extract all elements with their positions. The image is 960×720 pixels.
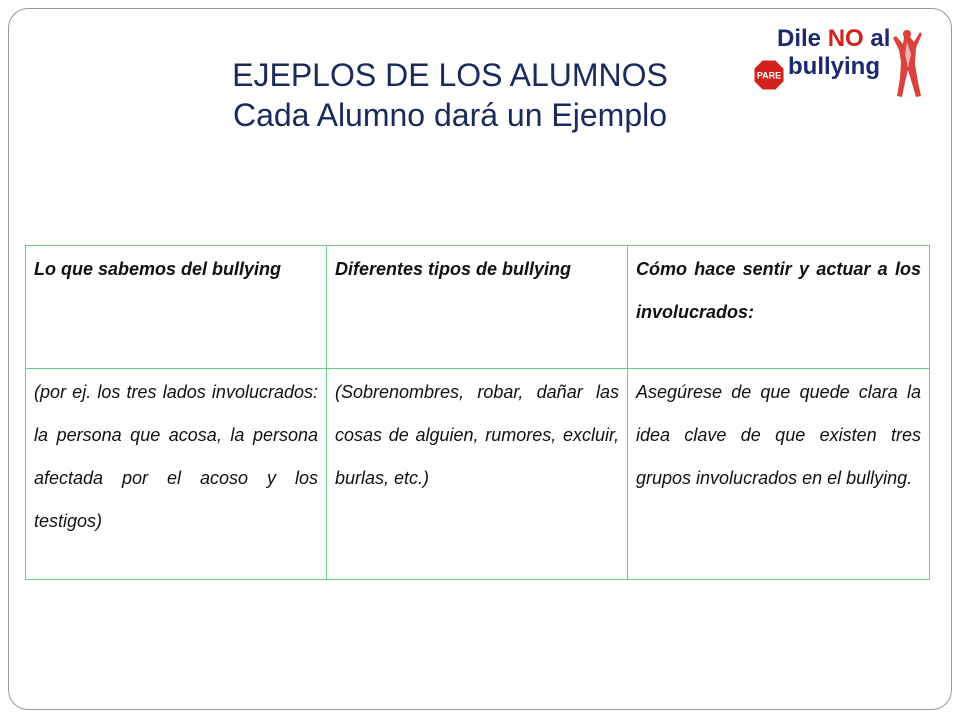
examples-table (25, 245, 930, 580)
table-header-row (26, 246, 930, 369)
logo-line-1 (777, 26, 890, 52)
cell-types-of-bullying: (Sobrenombres, robar, dañar las cosas de alguien, rumores, excluir, burlas, etc.) (327, 369, 628, 580)
logo-word-bullying: bullying (788, 53, 880, 80)
stop-sign-icon (753, 59, 785, 91)
logo-word-dile: Dile (777, 25, 822, 52)
header-how-it-feels: Cómo hace sentir y actuar a los involucrados: (628, 246, 930, 369)
header-what-we-know: Lo que sabemos del bullying (26, 246, 327, 369)
logo-word-no: NO (827, 25, 864, 52)
title-line-1: EJEPLOS DE LOS ALUMNOS (232, 57, 668, 93)
cell-how-it-feels: Asegúrese de que quede clara la idea clave de que existen tres grupos involucrados en el bullying. (628, 369, 930, 580)
logo-word-al: al (870, 25, 891, 52)
table-row (26, 369, 930, 580)
stop-sign-label: PARE (756, 70, 782, 81)
dile-no-al-bullying-logo (750, 22, 930, 102)
header-types-of-bullying: Diferentes tipos de bullying (327, 246, 628, 369)
cell-what-we-know: (por ej. los tres lados involucrados: la persona que acosa, la persona afectada por el acoso y los testigos) (26, 369, 327, 580)
figure-silhouette-icon (890, 24, 924, 100)
title-line-2: Cada Alumno dará un Ejemplo (232, 97, 668, 133)
slide-title (130, 55, 770, 135)
